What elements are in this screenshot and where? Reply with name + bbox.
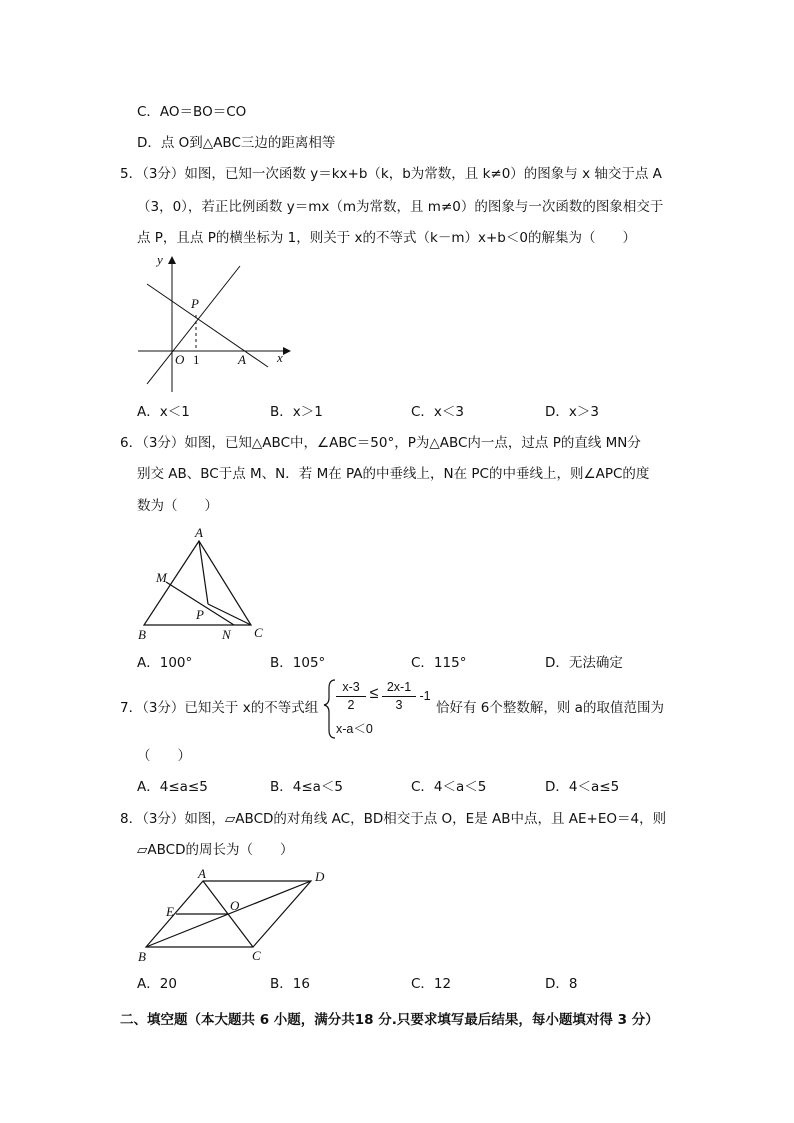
q7-stem-prefix: 7．（3分）已知关于 x的不等式组 bbox=[120, 700, 319, 716]
q7-option-d: D．4＜a≤5 bbox=[545, 779, 620, 795]
q5-stem-line-1: 5．（3分）如图，已知一次函数 y＝kx+b（k，b为常数，且 k≠0）的图象与 x 轴交于点 A bbox=[120, 166, 662, 182]
q5-label-a: A bbox=[238, 352, 246, 367]
q7-numerator-1: x-3 bbox=[342, 680, 360, 694]
q5-x-arrow-icon bbox=[283, 347, 291, 355]
q6-option-b: B．105° bbox=[270, 655, 326, 671]
section-2-title: 二、填空题（本大题共 6 小题，满分共18 分.只要求填写最后结果，每小题填对得 3 分） bbox=[120, 1012, 659, 1028]
q6-label-n: N bbox=[222, 627, 231, 642]
q6-option-a: A．100° bbox=[137, 655, 193, 671]
q5-y-arrow-icon bbox=[168, 256, 176, 264]
q6-stem-line-2: 别交 AB、BC于点 M、N．若 M在 PA的中垂线上，N在 PC的中垂线上，则∠APC的度 bbox=[137, 466, 650, 482]
q6-stem-line-1: 6．（3分）如图，已知△ABC中，∠ABC＝50°，P为△ABC内一点，过点 P的直线 MN分 bbox=[120, 435, 641, 451]
q5-option-a: A．x＜1 bbox=[137, 404, 190, 420]
q7-fraction-bar-2 bbox=[382, 696, 416, 697]
q8-stem-line-2: ▱ABCD的周长为（ ） bbox=[137, 842, 294, 858]
q7-option-c: C．4＜a＜5 bbox=[411, 779, 487, 795]
q4-option-d: D．点 O到△ABC三边的距离相等 bbox=[137, 135, 336, 151]
q5-label-p: P bbox=[191, 296, 199, 311]
q6-label-b: B bbox=[138, 627, 146, 642]
q8-option-d: D．8 bbox=[545, 976, 578, 992]
q6-stem-line-3: 数为（ ） bbox=[137, 498, 218, 514]
q8-label-b: B bbox=[138, 949, 146, 964]
q5-label-1: 1 bbox=[193, 352, 200, 367]
q6-label-m: M bbox=[156, 570, 167, 585]
q8-label-a: A bbox=[198, 866, 206, 881]
q5-label-o: O bbox=[175, 352, 185, 367]
q6-option-c: C．115° bbox=[411, 655, 467, 671]
q5-stem-line-2: （3，0），若正比例函数 y＝mx（m为常数，且 m≠0）的图象与一次函数的图象相交于 bbox=[137, 199, 664, 215]
q6-label-p: P bbox=[196, 607, 204, 622]
q5-label-y: y bbox=[157, 252, 163, 267]
q7-option-a: A．4≤a≤5 bbox=[137, 779, 208, 795]
q8-label-o: O bbox=[230, 898, 240, 913]
q7-fraction-bar-1 bbox=[336, 696, 366, 697]
q8-label-c: C bbox=[252, 948, 261, 963]
q6-label-c: C bbox=[254, 625, 263, 640]
q8-label-e: E bbox=[166, 904, 174, 919]
q6-label-a: A bbox=[195, 525, 203, 540]
q7-denominator-1: 2 bbox=[347, 698, 355, 712]
q7-numerator-2: 2x-1 bbox=[386, 680, 412, 694]
q7-minus-one: -1 bbox=[419, 689, 431, 703]
q7-le-sign: ≤ bbox=[369, 685, 379, 702]
q5-option-b: B．x＞1 bbox=[270, 404, 323, 420]
q5-stem-line-3: 点 P，且点 P的横坐标为 1，则关于 x的不等式（k－m）x+b＜0的解集为（ ） bbox=[137, 230, 636, 246]
q7-brace-icon bbox=[324, 680, 335, 738]
q7-denominator-2: 3 bbox=[395, 698, 403, 712]
q8-stem-line-1: 8．（3分）如图，▱ABCD的对角线 AC，BD相交于点 O，E是 AB中点，且 AE+EO＝4，则 bbox=[120, 811, 667, 827]
q5-label-x: x bbox=[277, 350, 283, 365]
q4-option-c: C．AO＝BO＝CO bbox=[137, 104, 247, 120]
q8-option-a: A．20 bbox=[137, 976, 177, 992]
q8-label-d: D bbox=[315, 869, 325, 884]
q8-option-b: B．16 bbox=[270, 976, 310, 992]
q6-option-d: D．无法确定 bbox=[545, 655, 623, 671]
q5-option-c: C．x＜3 bbox=[411, 404, 465, 420]
q5-option-d: D．x＞3 bbox=[545, 404, 599, 420]
q7-second-inequality: x-a＜0 bbox=[336, 722, 373, 736]
q7-stem-line-2: （ ） bbox=[137, 748, 191, 764]
q7-stem-suffix: 恰好有 6个整数解，则 a的取值范围为 bbox=[436, 700, 664, 716]
q8-option-c: C．12 bbox=[411, 976, 452, 992]
q7-option-b: B．4≤a＜5 bbox=[270, 779, 344, 795]
q6-segment-pa bbox=[199, 541, 208, 604]
q5-line-kx-b bbox=[147, 284, 268, 367]
